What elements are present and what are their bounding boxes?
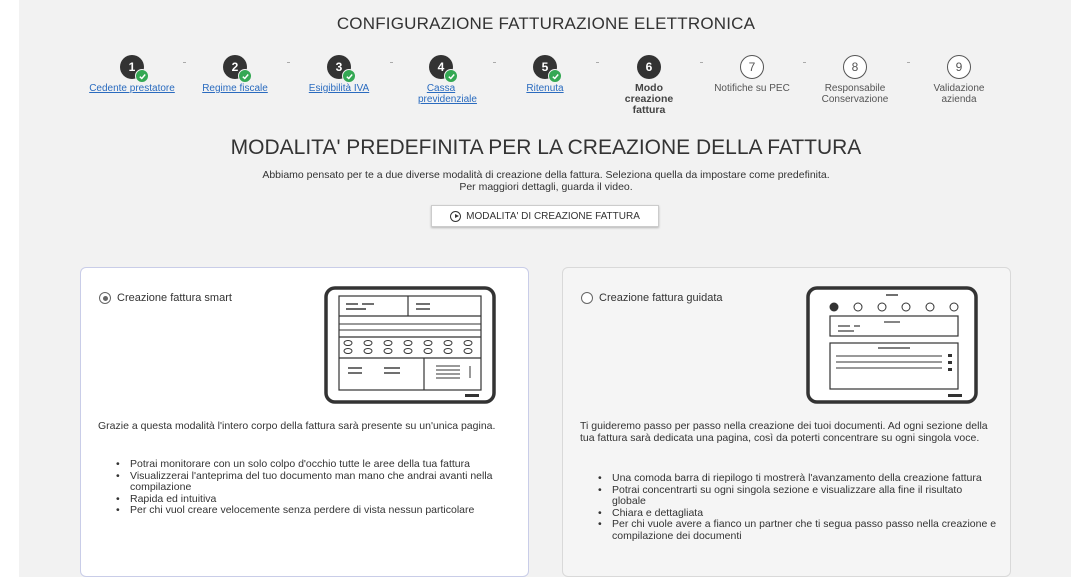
- list-item: • Rapida ed intuitiva: [116, 494, 516, 506]
- setup-stepper: [0, 55, 1092, 115]
- step-5[interactable]: [490, 55, 600, 94]
- list-item: • Potrai concentrarti su ogni singola sezione e visualizzare alla fine il risultato globale: [598, 485, 998, 508]
- list-item: • Chiara e dettagliata: [598, 508, 998, 520]
- step-number: 6: [637, 55, 661, 79]
- check-icon: [548, 69, 562, 83]
- guided-mode-option[interactable]: Creazione fattura guidata: [581, 292, 723, 304]
- step-number: 2: [223, 55, 247, 79]
- list-item: • Visualizzerai l'anteprima del tuo documento man mano che andrai avanti nella compilazione: [116, 471, 516, 494]
- step-1[interactable]: [77, 55, 187, 94]
- step-4[interactable]: [386, 55, 496, 105]
- invoice-single-page-icon: [324, 286, 496, 404]
- step-separator: [493, 62, 496, 63]
- check-icon: [444, 69, 458, 83]
- section-title: MODALITA' PREDEFINITA PER LA CREAZIONE DELLA FATTURA: [230, 136, 862, 159]
- smart-mode-description: Grazie a questa modalità l'intero corpo della fattura sarà presente su un'unica pagina.: [98, 420, 496, 432]
- page-title: CONFIGURAZIONE FATTURAZIONE ELETTRONICA: [336, 14, 756, 33]
- check-icon: [238, 69, 252, 83]
- step-separator: [287, 62, 290, 63]
- smart-mode-radio[interactable]: [99, 292, 111, 304]
- play-icon: [450, 211, 461, 222]
- step-label: Modo creazione fattura: [624, 82, 674, 116]
- step-label: Notifiche su PEC: [714, 83, 790, 94]
- smart-mode-features: [116, 459, 516, 517]
- guided-mode-description: Ti guideremo passo per passo nella creazione dei tuoi documenti. Ad ogni sezione della tua fattura sarà dedicata una pagina, così da poterti concentrare su ogni singola voce.: [580, 420, 988, 444]
- list-item: • Potrai monitorare con un solo colpo d'occhio tutte le aree della tua fattura: [116, 459, 516, 471]
- step-separator: [390, 62, 393, 63]
- guided-mode-radio[interactable]: [581, 292, 593, 304]
- check-icon: [342, 69, 356, 83]
- step-number: 9: [947, 55, 971, 79]
- step-separator: [700, 62, 703, 63]
- smart-mode-card[interactable]: [80, 267, 529, 577]
- step-2[interactable]: [180, 55, 290, 94]
- invoice-guided-steps-icon: [806, 286, 978, 404]
- smart-mode-option[interactable]: Creazione fattura smart: [99, 292, 232, 304]
- section-subtitle: Abbiamo pensato per te a due diverse modalità di creazione della fattura. Seleziona quella da impostare come predefinita. Per maggiori dettagli, guarda il video.: [262, 169, 830, 193]
- step-separator: [907, 62, 910, 63]
- list-item: • Una comoda barra di riepilogo ti mostrerà l'avanzamento della creazione fattura: [598, 473, 998, 485]
- step-9[interactable]: [904, 55, 1014, 105]
- step-7[interactable]: [697, 55, 807, 94]
- step-number: 1: [120, 55, 144, 79]
- step-label: Responsabile Conservazione: [821, 83, 889, 105]
- step-number: 7: [740, 55, 764, 79]
- guided-mode-card[interactable]: [562, 267, 1011, 577]
- list-item: • Per chi vuol creare velocemente senza perdere di vista nessun particolare: [116, 505, 516, 517]
- step-number: 3: [327, 55, 351, 79]
- step-label[interactable]: Esigibilità IVA: [308, 83, 370, 94]
- video-button[interactable]: MODALITA' DI CREAZIONE FATTURA: [431, 205, 659, 227]
- step-label: Validazione azienda: [933, 83, 985, 105]
- step-number: 4: [429, 55, 453, 79]
- step-number: 5: [533, 55, 557, 79]
- step-number: 8: [843, 55, 867, 79]
- step-8[interactable]: [800, 55, 910, 105]
- list-item: • Per chi vuole avere a fianco un partner che ti segua passo passo nella creazione e compilazione dei documenti: [598, 519, 998, 542]
- step-label[interactable]: Cedente prestatore: [89, 83, 175, 94]
- step-3[interactable]: [284, 55, 394, 94]
- step-label[interactable]: Ritenuta: [526, 83, 564, 94]
- step-label[interactable]: Regime fiscale: [202, 83, 268, 94]
- guided-mode-features: [598, 473, 998, 542]
- step-separator: [183, 62, 186, 63]
- step-6[interactable]: [594, 55, 704, 116]
- check-icon: [135, 69, 149, 83]
- step-separator: [803, 62, 806, 63]
- step-separator: [596, 62, 599, 63]
- step-label[interactable]: Cassa previdenziale: [418, 83, 477, 105]
